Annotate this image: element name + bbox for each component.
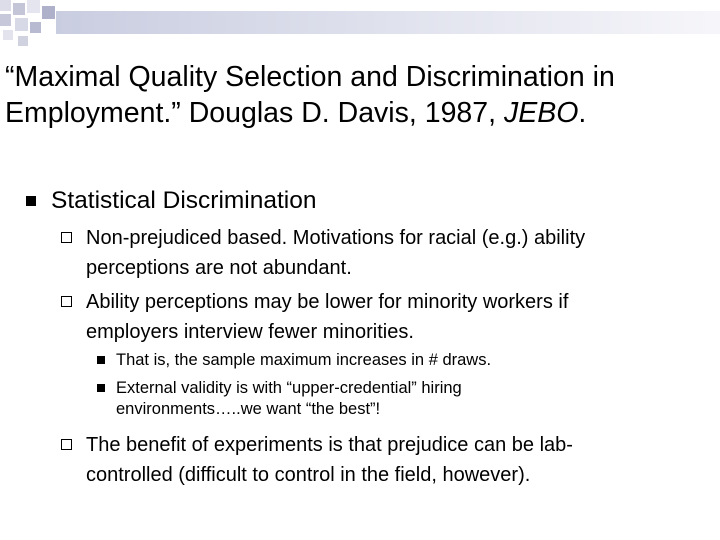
sub-bullet-line: controlled (difficult to control in the field, however). <box>86 464 531 486</box>
sub-bullet-line: Ability perceptions may be lower for minority workers if <box>86 291 569 313</box>
sub-sub-bullet-text: That is, the sample maximum increases in # draws. <box>116 351 492 369</box>
sub-bullet-line: The benefit of experiments is that prejudice can be lab- <box>86 434 573 456</box>
sub-bullet-line: Non-prejudiced based. Motivations for racial (e.g.) ability <box>86 227 586 249</box>
square-bullet-icon <box>26 196 36 206</box>
sub-bullet-text <box>86 287 568 347</box>
sub-bullet-text <box>86 223 585 283</box>
deco-square <box>30 22 41 33</box>
sub-bullet-line: employers interview fewer minorities. <box>86 321 414 343</box>
title-line-2-suffix: . <box>578 97 587 129</box>
title-line-1: “Maximal Quality Selection and Discrimination in <box>5 61 615 93</box>
slide-title <box>5 59 715 131</box>
checkbox-bullet-icon <box>61 232 72 243</box>
header-bar <box>56 11 720 34</box>
deco-square <box>27 0 40 13</box>
title-journal: JEBO <box>503 97 579 129</box>
deco-square <box>42 6 55 19</box>
checkbox-bullet-icon <box>61 296 72 307</box>
deco-square <box>15 18 28 31</box>
bullet-text: Statistical Discrimination <box>51 187 317 214</box>
header-decoration <box>0 0 720 50</box>
sub-bullet-text <box>86 430 573 490</box>
sub-sub-bullet-line: environments…..we want “the best”! <box>116 400 381 418</box>
checkbox-bullet-icon <box>61 439 72 450</box>
sub-sub-bullet-line: External validity is with “upper-credential” hiring <box>116 379 462 397</box>
deco-square <box>0 14 11 26</box>
sub-sub-bullet-text <box>116 378 462 420</box>
deco-square <box>13 3 25 15</box>
sub-bullet-line: perceptions are not abundant. <box>86 257 352 279</box>
deco-square <box>0 0 11 11</box>
small-square-bullet-icon <box>97 384 105 392</box>
deco-square <box>18 36 28 46</box>
small-square-bullet-icon <box>97 356 105 364</box>
deco-square <box>3 30 13 40</box>
title-line-2-prefix: Employment.” Douglas D. Davis, 1987, <box>5 97 504 129</box>
